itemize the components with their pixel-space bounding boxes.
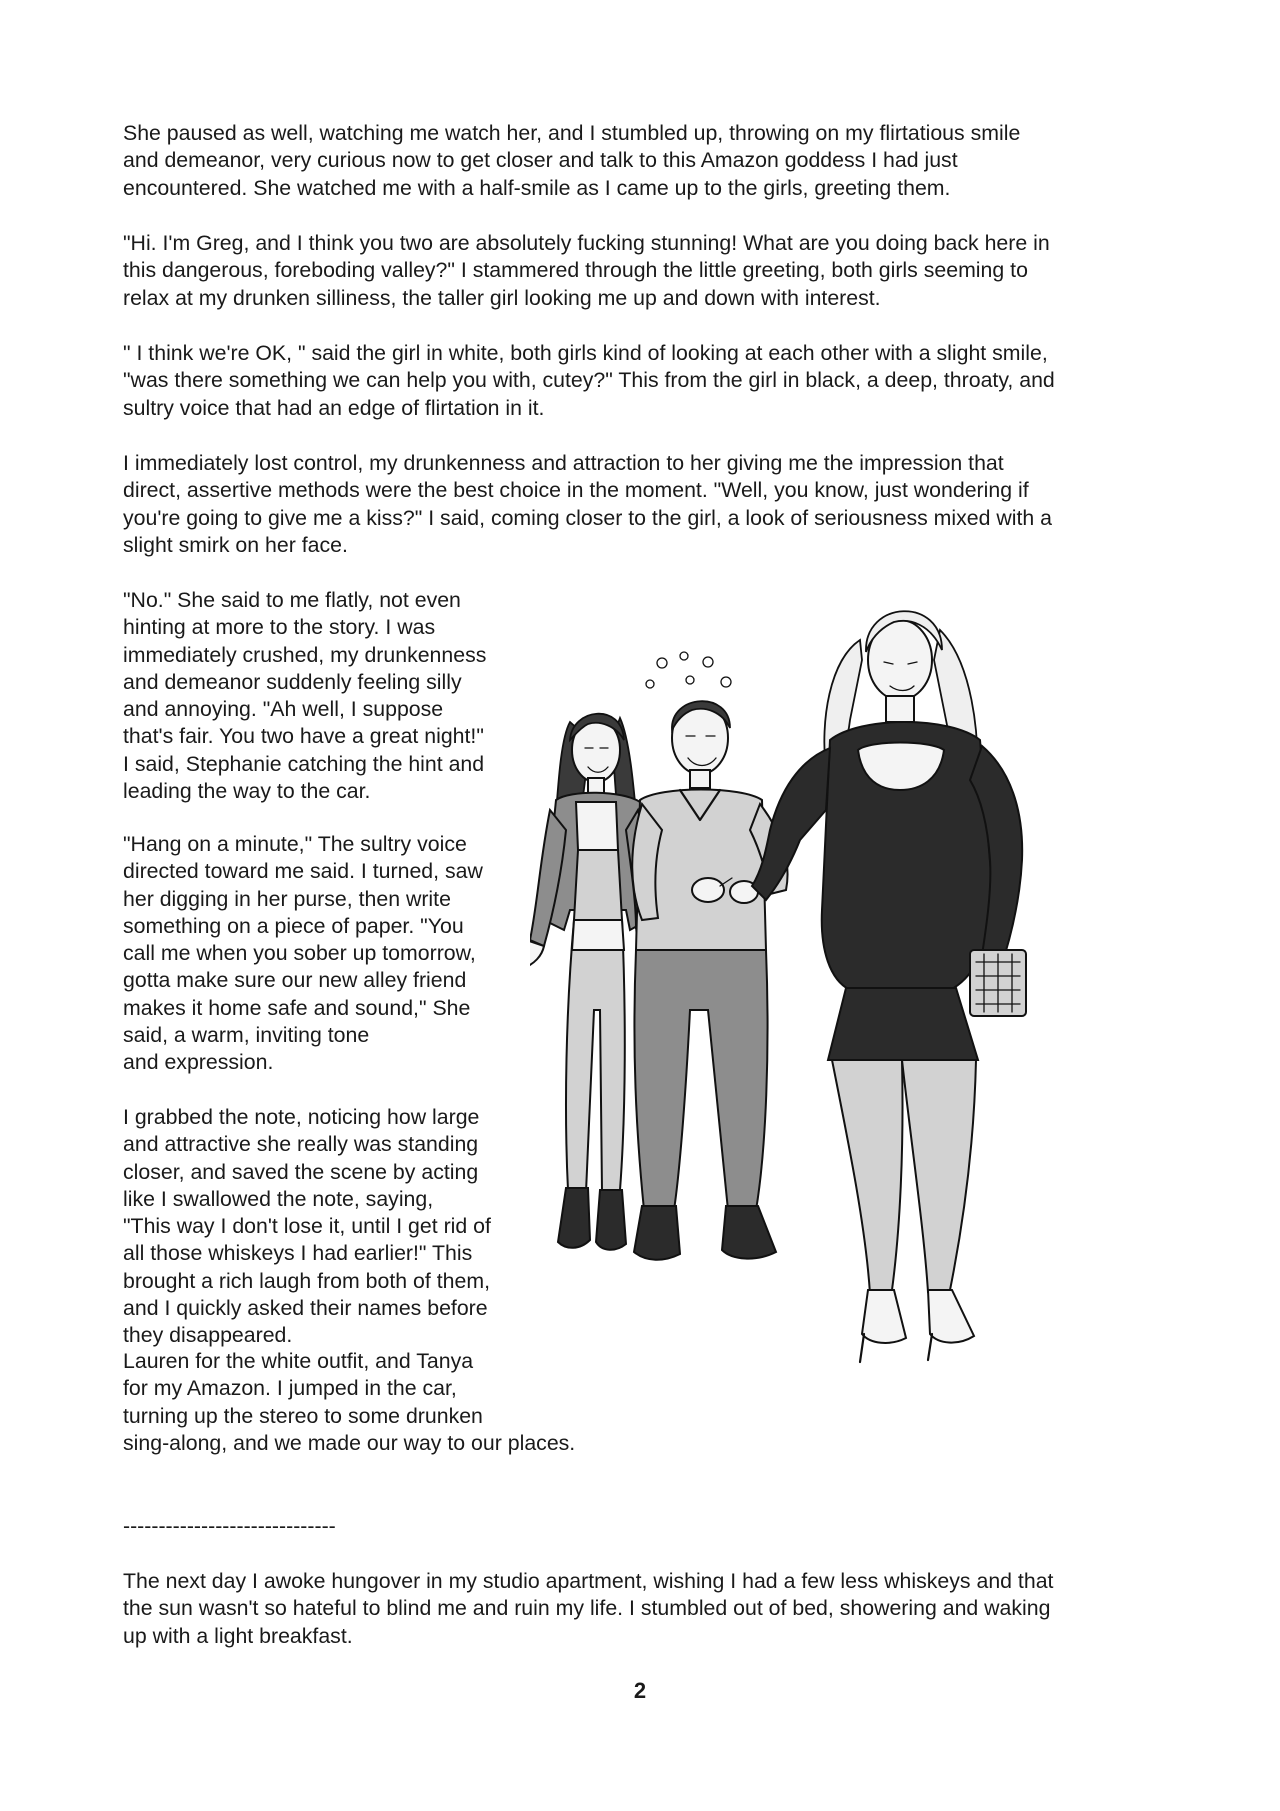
paragraph: "Hang on a minute," The sultry voice directed toward me said. I turned, saw her digging in her purse, then write something on a piece of paper. "You call me when you sober up tomorrow, gotta make sure our new alley friend makes it home safe and sound," She said, a warm, inviting tone and expression. — [123, 832, 483, 1075]
paragraph: The next day I awoke hungover in my studio apartment, wishing I had a few less whiskeys and that the sun wasn't so hateful to blind me and ruin my life. I stumbled out of bed, showering and waking up with a light breakfast. — [123, 1569, 1054, 1648]
paragraph: I grabbed the note, noticing how large and attractive she really was standing closer, and saved the scene by acting like I swallowed the note, saying, "This way I don't lose it, until I get rid of all those whiskeys I had earlier!" This brought a rich laugh from both of them, and I quickly asked their names before they disappeared. — [123, 1105, 491, 1348]
dizzy-sparkles-icon — [646, 652, 731, 688]
paragraph: "No." She said to me flatly, not even hinting at more to the story. I was immediately crushed, my drunkenness and demeanor suddenly feeling silly and annoying. "Ah well, I suppose that's fair. You two have a great night!" I said, Stephanie catching the hint and leading the way to the car. — [123, 588, 487, 804]
paragraph: I immediately lost control, my drunkenness and attraction to her giving me the impression that direct, assertive methods were the best choice in the moment. "Well, you know, just wondering if you're going to give me a kiss?" I said, coming closer to the girl, a look of seriousness mixed with a slight smirk on her face. — [123, 451, 1053, 557]
figure-tall-woman-black — [752, 611, 1026, 1362]
paragraph: Lauren for the white outfit, and Tanya for my Amazon. I jumped in the car, turning up the stereo to some drunken sing-along, and we made our way to our places. — [123, 1349, 576, 1455]
figure-man — [632, 701, 787, 1260]
page-number: 2 — [633, 1678, 647, 1703]
paragraph: She paused as well, watching me watch her, and I stumbled up, throwing on my flirtatious smile and demeanor, very curious now to get closer and talk to this Amazon goddess I had just encountered. She watched me with a half-smile as I came up to the girls, greeting them. — [123, 121, 1021, 200]
paragraph: "Hi. I'm Greg, and I think you two are absolutely fucking stunning! What are you doing back here in this dangerous, foreboding valley?" I stammered through the little greeting, both girls seeming to relax at my drunken silliness, the taller girl looking me up and down with interest. — [123, 231, 1050, 310]
paragraph: " I think we're OK, " said the girl in white, both girls kind of looking at each other with a slight smile, "was there something we can help you with, cutey?" This from the girl in black, a deep, throaty, and sultry voice that had an edge of flirtation in it. — [123, 341, 1055, 420]
section-divider: ------------------------------ — [123, 1514, 336, 1538]
illustration — [530, 590, 1180, 1520]
